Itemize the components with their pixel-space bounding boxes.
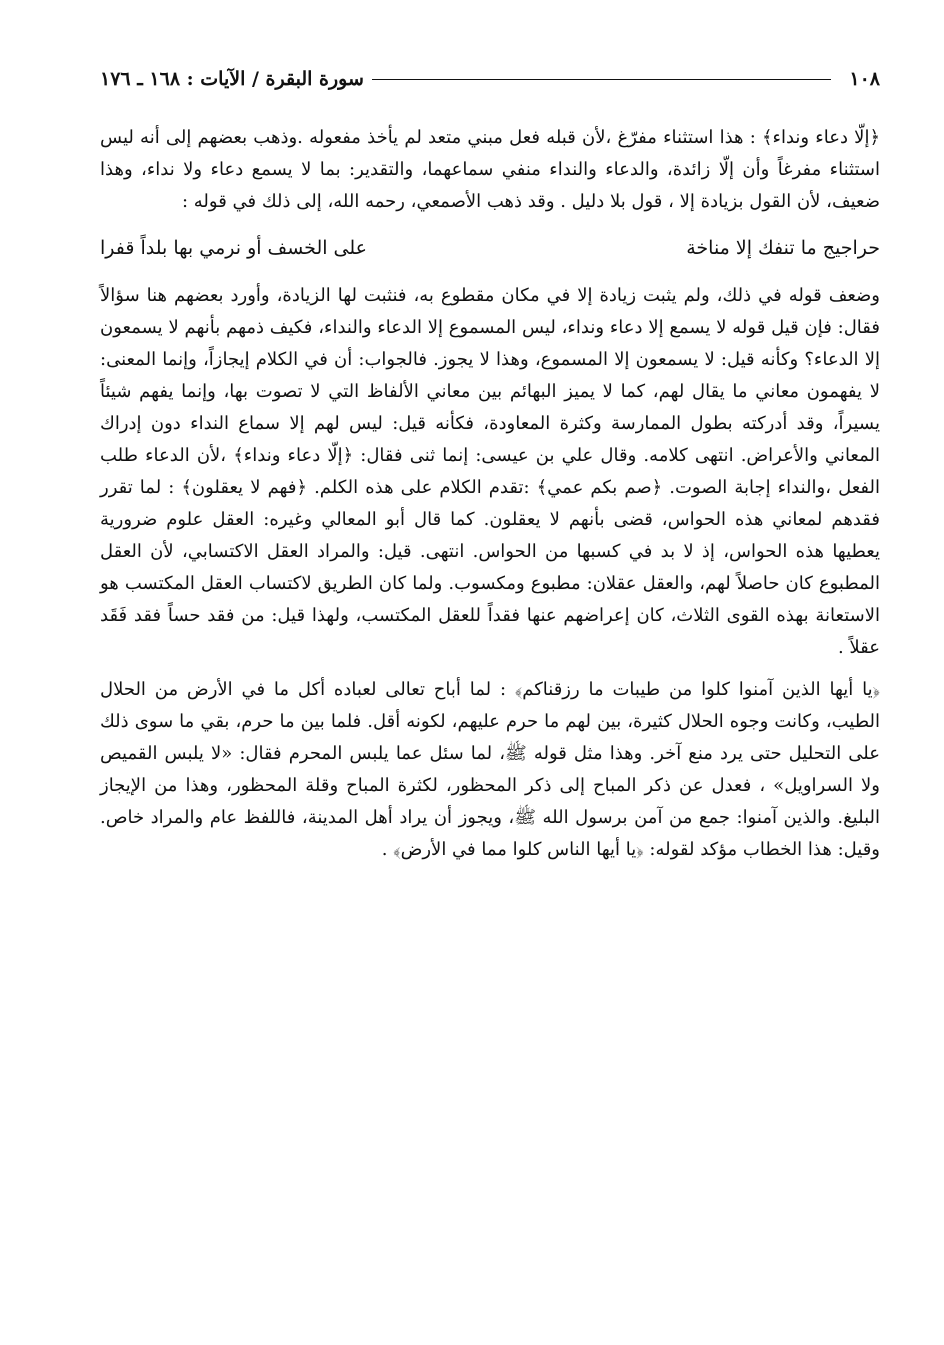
header-rule [372, 79, 832, 80]
page-number: ١٠٨ [849, 68, 880, 90]
poetry-verse [100, 232, 880, 264]
paragraph-2: وضعف قوله في ذلك، ولم يثبت زيادة إلا في مكان مقطوع به، فنثبت لها الزيادة، وأورد بعضهم هنا سؤالاً فقال: فإن قيل قوله لا يسمع إلا دعاء ونداء، ليس المسموع إلا الدعاء والنداء، فكيف ذمهم بأنهم لا يسمعون إلا الدعاء؟ وكأنه قيل: لا يسمعون إلا المسموع، وهذا لا يجوز. فالجواب: أن في الكلام إيجازاً، وإنما المعنى: لا يفهمون معاني ما يقال لهم، كما لا يميز البهائم بين معاني الألفاظ التي لا تصوت بها، وإنما يفهم شيئاً يسيراً، وقد أدركته بطول الممارسة وكثرة المعاودة، فكأنه قيل: ليس لهم إلا سماع النداء دون إدراك المعاني والأعراض. انتهى كلامه. وقال علي بن عيسى: إنما ثنى فقال: ﴿إلّا دعاء ونداء﴾ ،لأن الدعاء طلب الفعل ،والنداء إجابة الصوت. ﴿صم بكم عمي﴾ :تقدم الكلام على هذه الكلم. ﴿فهم لا يعقلون﴾ : لما تقرر فقدهم لمعاني هذه الحواس، قضى بأنهم لا يعقلون. كما قال أبو المعالي وغيره: العقل علوم ضرورية يعطيها هذه الحواس، إذ لا بد في كسبها من الحواس. انتهى. قيل: والمراد العقل الاكتسابي، لأن العقل المطبوع كان حاصلاً لهم، والعقل عقلان: مطبوع ومكسوب. ولما كان الطريق لاكتساب العقل المكتسب هو الاستعانة بهذه القوى الثلاث، كان إعراضهم عنها فقداً للعقل المكتسب، ولهذا قيل: من فقد حساً فقد فَقَد عقلاً . [100, 285, 880, 658]
paragraph-3: ﴿يا أيها الذين آمنوا كلوا من طيبات ما رزقناكم﴾ : لما أباح تعالى لعباده أكل ما في الأرض من الحلال الطيب، وكانت وجوه الحلال كثيرة، بين لهم ما حرم عليهم، لكونه أقل. فلما بين ما حرم، بقي ما سوى ذلك على التحليل حتى يرد منع آخر. وهذا مثل قوله ﷺ، لما سئل عما يلبس المحرم فقال: «لا يلبس القميص ولا السراويل» ، فعدل عن ذكر المباح إلى ذكر المحظور، لكثرة المباح وقلة المحظور، وهذا من الإيجاز البليغ. والذين آمنوا: جمع من آمن برسول الله ﷺ، ويجوز أن يراد أهل المدينة، فاللفظ عام والمراد خاص. وقيل: هذا الخطاب مؤكد لقوله: ﴿يا أيها الناس كلوا مما في الأرض﴾ . [100, 679, 880, 860]
verse-second-hemistich: على الخسف أو نرمي بها بلداً قفرا [100, 237, 368, 259]
header-title: سورة البقرة / الآيات : ١٦٨ ـ ١٧٦ [100, 68, 364, 90]
main-text [100, 122, 880, 866]
running-header [100, 62, 880, 96]
verse-first-hemistich: حراجيج ما تنفك إلا مناخة [686, 237, 880, 259]
paragraph-1: ﴿إلّا دعاء ونداء﴾ : هذا استثناء مفرّغ ،لأن قبله فعل مبني متعد لم يأخذ مفعوله .وذهب بعضهم إلى أنه ليس استثناء مفرغاً وأن إلّا زائدة، والدعاء والنداء منفي سماعهما، والتقدير: بما لا يسمع دعاء ولا نداء، وهذا ضعيف، لأن القول بزيادة إلا ، قول بلا دليل . وقد ذهب الأصمعي، رحمه الله، إلى ذلك في قوله : [100, 127, 880, 212]
